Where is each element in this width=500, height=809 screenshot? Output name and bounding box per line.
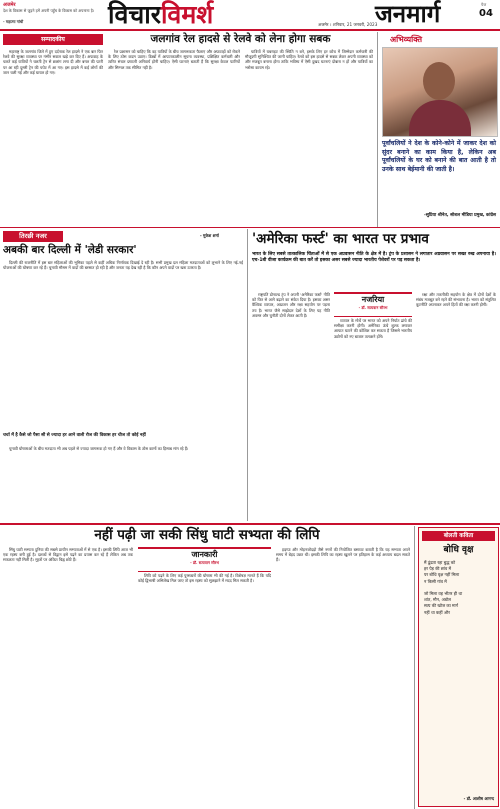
editorial-col-2-text: रेल प्रशासन को चाहिए कि वह यात्रियों के बीच जागरूकता फैलाए और अफवाहों को रोकने के लिए ठोस कदम उठाए। डिब्बों में आपातकालीन सूचना व्यवस्था, प्रशिक्षित कर्मचारी और त्वरित संचार प्रणाली अनिवार्य होनी चाहिए। ऐसी घटनाएं बताती हैं कि सुरक्षा केवल पटरियों और सिग्नल तक सीमित नहीं है। bbox=[108, 49, 240, 70]
lead-headline: 'अमेरिका फर्स्ट' का भारत पर प्रभाव bbox=[252, 231, 429, 247]
sindhu-col-3-text: हड़प्पा और मोहनजोदड़ो जैसे नगरों की नियोजित बसावट बताती है कि यह सभ्यता अपने समय में बेहद उन्नत थी। इसकी लिपि का रहस्य खुलने पर इतिहास के कई अध्याय बदल सकते हैं। bbox=[276, 547, 410, 563]
opinion-quote: पूर्वांचलियों ने देश के कोने-कोने में जाकर देश को सुंदर बनाने का काम किया है, लेकिन अब पूर्वांचलियों के घर को बनाने की बात आती है तो उनके साथ बेईमानी की जाती है। bbox=[382, 140, 496, 173]
opinion-section-label: अभिव्यक्ति bbox=[390, 35, 423, 44]
masthead-title bbox=[108, 1, 213, 28]
lead-section-box bbox=[334, 292, 412, 317]
editorial-section-label: सम्पादकीय bbox=[3, 34, 103, 45]
masthead-tagline: देश के विकास से जुड़ने हमें अपनी पहुँच के विकास को अपनाना है। bbox=[3, 8, 95, 13]
lead-col-3-text: रक्षा और तकनीकी सहयोग के क्षेत्र में दोनों देशों के संबंध मजबूत बने रहने की संभावना है। भारत को संतुलित कूटनीति अपनाकर अपने हितों की रक्षा करनी होगी। bbox=[416, 292, 496, 308]
masthead-tagline-by: - महात्मा गांधी bbox=[3, 19, 24, 24]
poem-divider bbox=[414, 526, 415, 809]
lead-col-2-text: व्यापार के मोर्चे पर भारत को अपने निर्यात ढांचे की समीक्षा करनी होगी। अमेरिका ऊंचे शुल्क लगाकर आयात घटाने की कोशिश कर सकता है जिससे भारतीय उद्योगों को नए बाजार तलाशने होंगे। bbox=[334, 318, 412, 339]
sindhu-col-2 bbox=[138, 573, 271, 805]
editorial-col-3-text: यात्रियों में घबराहट की स्थिति न बने, इसके लिए हर कोच में जिम्मेदार कर्मचारी की मौजूदगी सुनिश्चित की जानी चाहिए। रेलवे को इस हादसे से सबक लेकर अपनी व्यवस्था को और मजबूत बनाना होगा ताकि भविष्य में ऐसी दुखद घटनाएं दोबारा न हों और यात्रियों का भरोसा कायम रहे। bbox=[245, 49, 373, 70]
section-rule-1 bbox=[0, 227, 500, 228]
editorial-divider bbox=[377, 32, 378, 227]
lead-section-label: नजरिया bbox=[361, 295, 385, 304]
page-label: पेज bbox=[481, 2, 487, 7]
person-shoulders bbox=[409, 100, 471, 136]
lead-col-1 bbox=[252, 292, 330, 520]
person-silhouette-icon bbox=[423, 62, 455, 100]
opinion-photo bbox=[382, 47, 498, 137]
tirchhi-body-2-text: चुनावी घोषणाओं के बीच मतदाता भी अब पहले से ज्यादा जागरूक हो गए हैं और वे विकास के ठोस कामों का हिसाब मांग रहे हैं। bbox=[9, 446, 189, 451]
sindhu-col-1-text: सिंधु घाटी सभ्यता दुनिया की सबसे प्राचीन सभ्यताओं में से एक है। इसकी लिपि आज भी एक रहस्य बनी हुई है। दशकों से विद्वान इसे पढ़ने का प्रयास कर रहे हैं लेकिन अब तक सफलता नहीं मिली है। मुहरों पर अंकित चिह्न छोटे हैं। bbox=[3, 547, 133, 563]
poem-text: मैं ढूंढता रहा बुद्ध को हर पेड़ की छांव में पर बोधि वृक्ष नहीं मिला न किसी गांव में जो मिला वह भीतर ही था शांत, मौन, अडोल सत्य की खोज का मार्ग नहीं था कहीं और bbox=[424, 560, 463, 615]
tirchhi-body-2 bbox=[3, 446, 243, 519]
editorial-col-2 bbox=[108, 49, 240, 223]
page-number: 04 bbox=[479, 8, 493, 19]
opinion-byline: -सुप्रिया श्रीनेत, सोशल मीडिया प्रमुख, कांग्रेस bbox=[424, 213, 496, 218]
sindhu-section-label: जानकारी bbox=[191, 550, 218, 559]
editorial-col-1 bbox=[3, 49, 103, 223]
masthead-rule bbox=[0, 29, 500, 31]
sindhu-section-box bbox=[138, 547, 271, 572]
sindhu-headline: नहीं पढ़ी जा सकी सिंधु घाटी सभ्यता की लिपि bbox=[94, 527, 320, 543]
poem-title: बोधि वृक्ष bbox=[443, 545, 474, 555]
section-rule-2 bbox=[0, 523, 500, 525]
lead-col-1-text: राष्ट्रपति डोनाल्ड ट्रंप ने अपनी 'अमेरिका फर्स्ट' नीति को फिर से आगे बढ़ाने का संकेत दिया है। इसका असर वैश्विक व्यापार, आव्रजन और रक्षा सहयोग पर पड़ना तय है। भारत जैसे साझेदार देशों के लिए यह नीति अवसर और चुनौती दोनों लेकर आती है। bbox=[252, 292, 330, 318]
title-part-vichar: विचार bbox=[108, 0, 161, 29]
lead-col-2 bbox=[334, 318, 412, 520]
sindhu-col-3 bbox=[276, 547, 410, 805]
date-line: अजमेर । शनिवार, 21 जनवरी, 2023 bbox=[318, 22, 378, 27]
tirchhi-section-label: तिरछी नजर bbox=[3, 231, 63, 242]
lead-author: - डॉ. सत्यवान सौरभ bbox=[358, 305, 388, 310]
title-part-vimarsh: विमर्श bbox=[160, 0, 214, 29]
poem-box bbox=[418, 527, 499, 807]
tirchhi-body bbox=[3, 260, 243, 432]
sindhu-author: - डॉ. सत्यवान सौरभ bbox=[190, 560, 219, 565]
tirchhi-headline: अबकी बार दिल्ली में 'लेडी सरकार' bbox=[3, 244, 137, 256]
lead-intro: भारत के लिए सबसे तात्कालिक चिंताओं में से एक अप्रवासन नीति के क्षेत्र में है। ट्रंप के प्रशासन ने लगातार अप्रवासन पर सख्त रुख अपनाया है। एच-1बी वीजा कार्यक्रम की बात करें तो इसका असर सबसे ज्यादा भारतीय पेशेवरों पर पड़ सकता है। bbox=[252, 252, 496, 263]
brand-logo: जनमार्ग bbox=[375, 0, 441, 28]
sindhu-col-2-text: लिपि को पढ़ने के लिए कई पुरस्कारों की घोषणा भी की गई है। विशेषज्ञ मानते हैं कि यदि कोई द्विभाषी अभिलेख मिल जाए तो इस रहस्य को सुलझाने में मदद मिल सकती है। bbox=[138, 573, 271, 584]
tirchhi-subhead: चर्चा में है कैसे जो पैसा सौ से ज्यादा हर आने वाली रोज की विकास हर चीज तो कोई नहीं bbox=[3, 433, 146, 438]
editorial-headline: जलगांव रेल हादसे से रेलवे को लेना होगा सबक bbox=[150, 33, 331, 45]
tirchhi-byline: - मुकेश शर्मा bbox=[200, 233, 219, 238]
tirchhi-divider bbox=[247, 229, 248, 521]
lead-col-3 bbox=[416, 292, 496, 520]
tirchhi-body-text: दिल्ली की राजनीति में इस बार महिलाओं की भूमिका पहले से कहीं अधिक निर्णायक दिखाई दे रही है। सभी प्रमुख दल महिला मतदाताओं को लुभाने के लिए नई-नई योजनाओं की घोषणा कर रहे हैं। चुनावी मौसम में वादों की बरसात हो रही है और जनता यह देख रही है कि कौन अपने वादों पर खरा उतरता है। bbox=[3, 260, 243, 271]
poem-byline: - डॉ. आशीष आनन्द bbox=[463, 796, 494, 801]
sindhu-col-1 bbox=[3, 547, 133, 805]
editorial-col-1-text: महाराष्ट्र के जलगांव जिले में हुए दर्दनाक रेल हादसे ने एक बार फिर रेलवे की सुरक्षा व्यवस्था पर गंभीर सवाल खड़े कर दिए हैं। अफवाह के चलते कई यात्रियों ने चलती ट्रेन से छलांग लगा दी और बगल की पटरी पर आ रही दूसरी ट्रेन की चपेट में आ गए। इस हादसे में कई लोगों की जान चली गई और कई घायल हो गए। bbox=[3, 49, 103, 75]
editorial-col-3 bbox=[245, 49, 373, 223]
poem-section-label: बोलती कविता bbox=[422, 531, 495, 541]
edition-tag: अजमेर bbox=[3, 2, 16, 8]
